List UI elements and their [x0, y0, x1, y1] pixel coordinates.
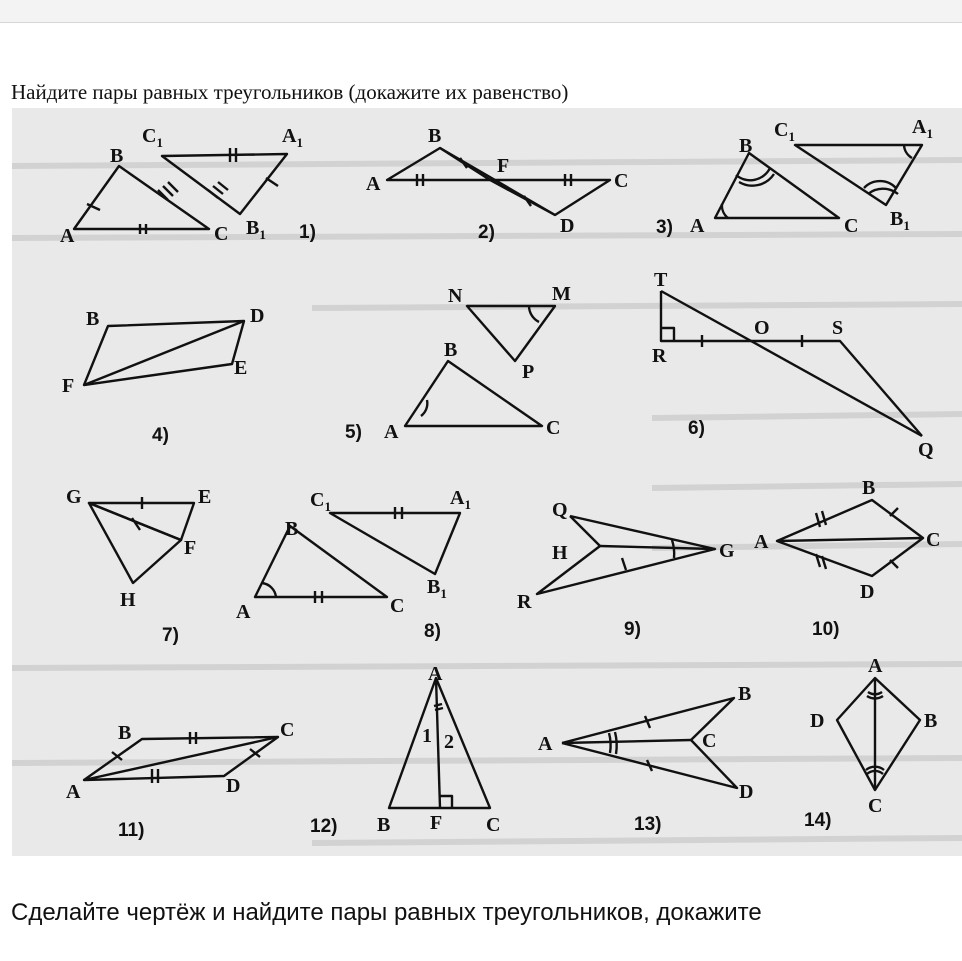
fig10-rhombus	[777, 500, 923, 576]
f10-A: A	[754, 531, 769, 553]
figure-number-7: 7)	[162, 625, 179, 646]
f6-T: T	[654, 269, 668, 291]
f7-E: E	[198, 486, 212, 508]
f4-E: E	[234, 357, 248, 379]
f5-C: C	[546, 417, 561, 439]
f1-B: B	[110, 145, 124, 167]
f13-A: A	[538, 733, 553, 755]
f1-C1: $C_1$	[142, 125, 163, 150]
f2-A: A	[366, 173, 381, 195]
f9-H: H	[552, 542, 568, 564]
f8-C: C	[390, 595, 405, 617]
f6-S: S	[832, 317, 844, 339]
f7-G: G	[66, 486, 82, 508]
f1-A: A	[60, 225, 75, 247]
f1-B1: $B_1$	[246, 217, 266, 242]
f8-B1: $B_1$	[427, 576, 447, 601]
f12-B: B	[377, 814, 391, 836]
f4-D: D	[250, 305, 265, 327]
f6-O: O	[754, 317, 770, 339]
footer-instruction: Сделайте чертёж и найдите пары равных треугольников, докажите	[11, 899, 762, 926]
f6-Q: Q	[918, 439, 934, 461]
fig4-quadrilateral	[84, 321, 244, 385]
f1-A1: $A_1$	[282, 125, 303, 150]
f14-A: A	[868, 655, 883, 677]
f3-B1: $B_1$	[890, 208, 910, 233]
fig12-triangle	[389, 678, 490, 808]
fig11-parallelogram	[84, 732, 278, 783]
f1-C: C	[214, 223, 229, 245]
f10-D: D	[860, 581, 875, 603]
f12-angle2: 2	[444, 731, 454, 753]
f5-M: M	[552, 283, 571, 305]
f9-R: R	[517, 591, 532, 613]
f3-C1: $C_1$	[774, 119, 795, 144]
f7-F: F	[184, 537, 197, 559]
f2-C: C	[614, 170, 629, 192]
f4-B: B	[86, 308, 100, 330]
figure-number-8: 8)	[424, 621, 441, 642]
f4-F: F	[62, 375, 75, 397]
f12-A: A	[428, 663, 443, 685]
task-heading: Найдите пары равных треугольников (докажите их равенство)	[11, 80, 569, 104]
figure-number-9: 9)	[624, 619, 641, 640]
f5-B: B	[444, 339, 458, 361]
fig7-triangles	[89, 497, 197, 583]
figure-number-13: 13)	[634, 814, 662, 835]
f11-B: B	[118, 722, 132, 744]
f10-C: C	[926, 529, 941, 551]
f12-angle1: 1	[422, 725, 432, 747]
f2-D: D	[560, 215, 575, 237]
f2-F: F	[497, 155, 510, 177]
f9-G: G	[719, 540, 735, 562]
f11-C: C	[280, 719, 295, 741]
f9-Q: Q	[552, 499, 568, 521]
figure-number-1: 1)	[299, 222, 316, 243]
f11-D: D	[226, 775, 241, 797]
f11-A: A	[66, 781, 81, 803]
f10-B: B	[862, 477, 876, 499]
f5-P: P	[522, 361, 535, 383]
f6-R: R	[652, 345, 667, 367]
figure-number-6: 6)	[688, 418, 705, 439]
figure-number-10: 10)	[812, 619, 840, 640]
triangles-diagram	[12, 108, 962, 856]
textbook-scan	[12, 108, 962, 856]
f3-C: C	[844, 215, 859, 237]
scan-background-texture	[12, 160, 962, 843]
fig14-rhombus	[837, 678, 920, 790]
f3-A1: $A_1$	[912, 116, 933, 141]
f2-B: B	[428, 125, 442, 147]
f7-H: H	[120, 589, 136, 611]
figure-number-3: 3)	[656, 217, 673, 238]
figure-number-4: 4)	[152, 425, 169, 446]
f3-A: A	[690, 215, 705, 237]
f14-D: D	[810, 710, 825, 732]
figure-number-5: 5)	[345, 422, 362, 443]
f8-A: A	[236, 601, 251, 623]
browser-top-bar	[0, 0, 962, 23]
figure-number-2: 2)	[478, 222, 495, 243]
f14-B: B	[924, 710, 938, 732]
f3-B: B	[739, 135, 753, 157]
vertex-labels	[60, 116, 940, 836]
f13-C: C	[702, 730, 717, 752]
f5-A: A	[384, 421, 399, 443]
f14-C: C	[868, 795, 883, 817]
figure-lines	[74, 145, 923, 808]
f13-D: D	[739, 781, 754, 803]
f8-C1: $C_1$	[310, 489, 331, 514]
f12-F: F	[430, 812, 443, 834]
f12-C: C	[486, 814, 501, 836]
f13-B: B	[738, 683, 752, 705]
figure-number-12: 12)	[310, 816, 338, 837]
figure-number-11: 11)	[118, 820, 145, 841]
f5-N: N	[448, 285, 463, 307]
figure-number-14: 14)	[804, 810, 832, 831]
f8-B: B	[285, 518, 299, 540]
f8-A1: $A_1$	[450, 487, 471, 512]
